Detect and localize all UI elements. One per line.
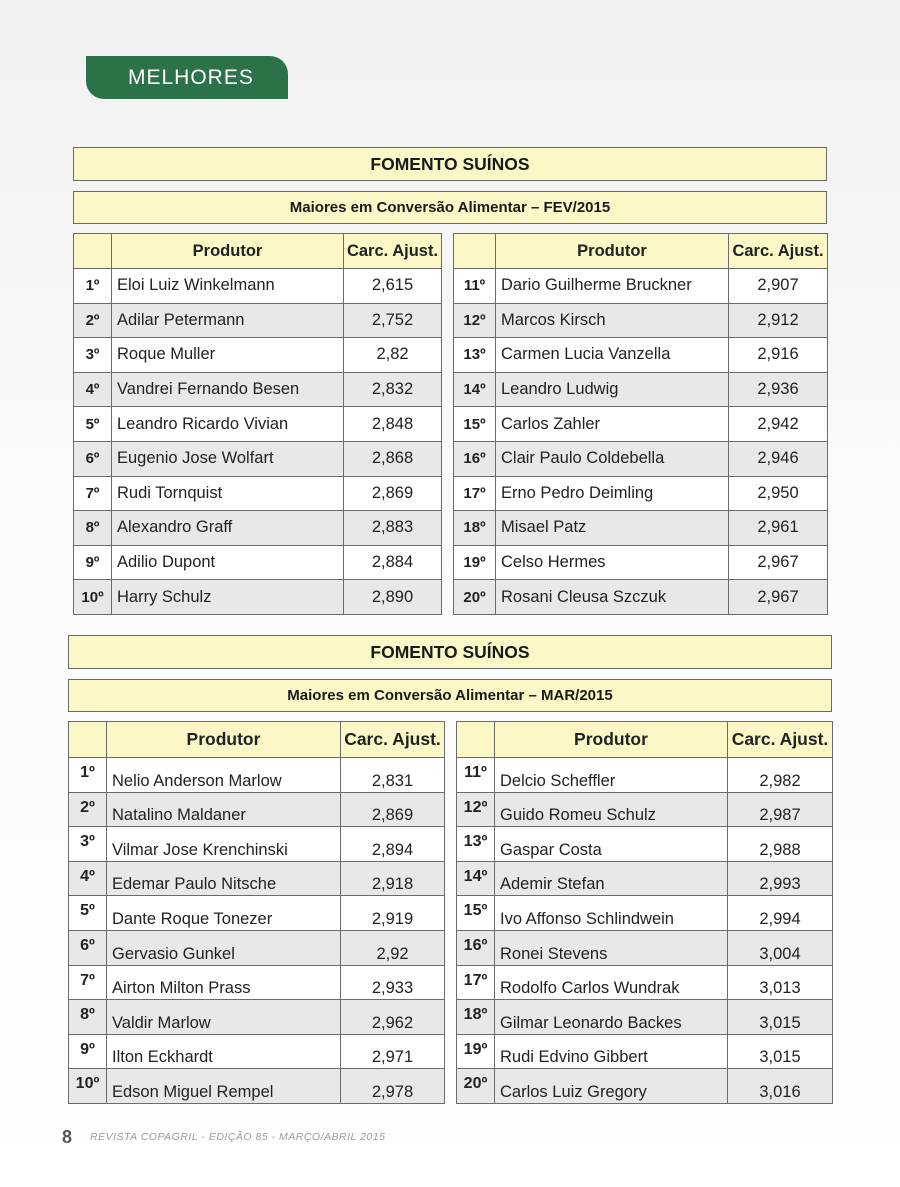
table-row	[69, 758, 445, 793]
rank-position: 18º	[454, 511, 496, 546]
rank-position: 12º	[454, 303, 496, 338]
table-row	[454, 580, 828, 615]
rank-position: 11º	[457, 758, 495, 793]
rank-position: 19º	[457, 1034, 495, 1069]
rank-position: 7º	[74, 476, 112, 511]
rank-position: 7º	[69, 965, 107, 1000]
produtor-header: Produtor	[496, 234, 729, 269]
rank-position: 9º	[69, 1034, 107, 1069]
rank-position: 2º	[69, 792, 107, 827]
carc-value: 2,950	[729, 476, 828, 511]
rank-position: 20º	[454, 580, 496, 615]
rank-position: 5º	[69, 896, 107, 931]
carc-value: 2,978	[341, 1069, 445, 1104]
carc-value: 3,015	[728, 1000, 833, 1035]
table-row	[69, 827, 445, 862]
rank-position: 17º	[457, 965, 495, 1000]
producer-name: Ronei Stevens	[495, 930, 728, 965]
carc-value: 3,015	[728, 1034, 833, 1069]
table-row	[454, 545, 828, 580]
carc-value: 2,883	[344, 511, 442, 546]
producer-name: Carlos Zahler	[496, 407, 729, 442]
carc-value: 2,894	[341, 827, 445, 862]
block1-title-banner	[73, 147, 827, 181]
rank-position: 15º	[457, 896, 495, 931]
rank-position: 3º	[69, 827, 107, 862]
carc-value: 2,987	[728, 792, 833, 827]
rank-position: 9º	[74, 545, 112, 580]
carc-value: 2,988	[728, 827, 833, 862]
rank-position: 13º	[454, 338, 496, 373]
table-row	[457, 1069, 833, 1104]
table-row	[69, 792, 445, 827]
carc-value: 2,869	[344, 476, 442, 511]
rank-position: 16º	[457, 930, 495, 965]
producer-name: Eloi Luiz Winkelmann	[112, 269, 344, 304]
producer-name: Adilar Petermann	[112, 303, 344, 338]
carc-value: 2,890	[344, 580, 442, 615]
block1-table-left	[73, 233, 442, 615]
producer-name: Edemar Paulo Nitsche	[107, 861, 341, 896]
position-header	[457, 722, 495, 758]
producer-name: Guido Romeu Schulz	[495, 792, 728, 827]
produtor-header: Produtor	[495, 722, 728, 758]
produtor-header: Produtor	[112, 234, 344, 269]
block1-subtitle: Maiores em Conversão Alimentar – FEV/2015	[289, 199, 611, 216]
table-row	[454, 338, 828, 373]
block2-subtitle: Maiores em Conversão Alimentar – MAR/2015	[287, 687, 613, 704]
carc-header: Carc. Ajust.	[344, 234, 442, 269]
producer-name: Erno Pedro Deimling	[496, 476, 729, 511]
producer-name: Ilton Eckhardt	[107, 1034, 341, 1069]
table-row	[454, 476, 828, 511]
producer-name: Adilio Dupont	[112, 545, 344, 580]
carc-value: 2,848	[344, 407, 442, 442]
rank-position: 18º	[457, 1000, 495, 1035]
rank-position: 8º	[74, 511, 112, 546]
block1-subtitle-banner	[73, 191, 827, 224]
table-row	[69, 1069, 445, 1104]
producer-name: Rosani Cleusa Szczuk	[496, 580, 729, 615]
carc-value: 3,013	[728, 965, 833, 1000]
producer-name: Rudi Edvino Gibbert	[495, 1034, 728, 1069]
producer-name: Dante Roque Tonezer	[107, 896, 341, 931]
rank-position: 8º	[69, 1000, 107, 1035]
producer-name: Natalino Maldaner	[107, 792, 341, 827]
carc-value: 2,884	[344, 545, 442, 580]
carc-value: 2,982	[728, 758, 833, 793]
position-header	[69, 722, 107, 758]
rank-position: 1º	[69, 758, 107, 793]
producer-name: Airton Milton Prass	[107, 965, 341, 1000]
producer-name: Gaspar Costa	[495, 827, 728, 862]
table-row	[457, 965, 833, 1000]
block1-title: FOMENTO SUÍNOS	[370, 153, 530, 174]
carc-value: 2,946	[729, 441, 828, 476]
block2-subtitle-banner	[68, 679, 832, 712]
carc-value: 2,967	[729, 545, 828, 580]
position-header	[74, 234, 112, 269]
table-row	[457, 1000, 833, 1035]
table-row	[74, 441, 442, 476]
block2-title: FOMENTO SUÍNOS	[370, 641, 530, 662]
table-row	[454, 407, 828, 442]
section-tab	[86, 56, 288, 99]
rank-position: 14º	[454, 372, 496, 407]
rank-position: 19º	[454, 545, 496, 580]
rank-position: 15º	[454, 407, 496, 442]
table-row	[454, 372, 828, 407]
producer-name: Rudi Tornquist	[112, 476, 344, 511]
edition-label: REVISTA COPAGRIL - EDIÇÃO 85 - MARÇO/ABRIL 2015	[90, 1131, 386, 1143]
carc-value: 2,962	[341, 1000, 445, 1035]
table-row	[69, 1000, 445, 1035]
rank-position: 10º	[74, 580, 112, 615]
producer-name: Celso Hermes	[496, 545, 729, 580]
rank-position: 12º	[457, 792, 495, 827]
table-row	[74, 407, 442, 442]
table-row	[74, 476, 442, 511]
carc-value: 2,918	[341, 861, 445, 896]
table-row	[74, 338, 442, 373]
producer-name: Clair Paulo Coldebella	[496, 441, 729, 476]
producer-name: Ivo Affonso Schlindwein	[495, 896, 728, 931]
table-row	[457, 758, 833, 793]
block1-table-right	[453, 233, 828, 615]
rank-position: 6º	[74, 441, 112, 476]
carc-value: 2,615	[344, 269, 442, 304]
carc-header: Carc. Ajust.	[729, 234, 828, 269]
table-row	[457, 861, 833, 896]
carc-value: 2,933	[341, 965, 445, 1000]
rank-position: 2º	[74, 303, 112, 338]
table-row	[74, 372, 442, 407]
table-row	[457, 1034, 833, 1069]
carc-value: 2,936	[729, 372, 828, 407]
table-row	[457, 792, 833, 827]
producer-name: Gervasio Gunkel	[107, 930, 341, 965]
carc-value: 2,752	[344, 303, 442, 338]
carc-value: 2,993	[728, 861, 833, 896]
carc-value: 2,92	[341, 930, 445, 965]
table-row	[454, 303, 828, 338]
carc-value: 2,907	[729, 269, 828, 304]
produtor-header: Produtor	[107, 722, 341, 758]
rank-position: 1º	[74, 269, 112, 304]
table-row	[69, 896, 445, 931]
block2-table-right	[456, 721, 833, 1104]
table-row	[69, 965, 445, 1000]
table-row	[74, 511, 442, 546]
producer-name: Rodolfo Carlos Wundrak	[495, 965, 728, 1000]
table-row	[69, 930, 445, 965]
carc-value: 2,916	[729, 338, 828, 373]
producer-name: Valdir Marlow	[107, 1000, 341, 1035]
carc-header: Carc. Ajust.	[728, 722, 833, 758]
table-row	[74, 269, 442, 304]
rank-position: 4º	[69, 861, 107, 896]
carc-value: 2,961	[729, 511, 828, 546]
page-number: 8	[62, 1126, 73, 1147]
producer-name: Leandro Ludwig	[496, 372, 729, 407]
carc-value: 3,016	[728, 1069, 833, 1104]
section-tab-label: MELHORES	[128, 65, 254, 89]
producer-name: Eugenio Jose Wolfart	[112, 441, 344, 476]
producer-name: Vandrei Fernando Besen	[112, 372, 344, 407]
producer-name: Misael Patz	[496, 511, 729, 546]
table-row	[69, 1034, 445, 1069]
table-row	[74, 303, 442, 338]
table-row	[457, 930, 833, 965]
block2-table-left	[68, 721, 445, 1104]
table-row	[457, 827, 833, 862]
carc-value: 2,994	[728, 896, 833, 931]
rank-position: 13º	[457, 827, 495, 862]
table-row	[69, 861, 445, 896]
position-header	[454, 234, 496, 269]
rank-position: 3º	[74, 338, 112, 373]
producer-name: Vilmar Jose Krenchinski	[107, 827, 341, 862]
producer-name: Leandro Ricardo Vivian	[112, 407, 344, 442]
producer-name: Carlos Luiz Gregory	[495, 1069, 728, 1104]
carc-value: 2,869	[341, 792, 445, 827]
producer-name: Alexandro Graff	[112, 511, 344, 546]
rank-position: 4º	[74, 372, 112, 407]
carc-header: Carc. Ajust.	[341, 722, 445, 758]
producer-name: Nelio Anderson Marlow	[107, 758, 341, 793]
carc-value: 3,004	[728, 930, 833, 965]
rank-position: 14º	[457, 861, 495, 896]
carc-value: 2,971	[341, 1034, 445, 1069]
carc-value: 2,942	[729, 407, 828, 442]
carc-value: 2,868	[344, 441, 442, 476]
table-row	[457, 896, 833, 931]
producer-name: Delcio Scheffler	[495, 758, 728, 793]
producer-name: Dario Guilherme Bruckner	[496, 269, 729, 304]
producer-name: Harry Schulz	[112, 580, 344, 615]
producer-name: Gilmar Leonardo Backes	[495, 1000, 728, 1035]
rank-position: 20º	[457, 1069, 495, 1104]
rank-position: 6º	[69, 930, 107, 965]
producer-name: Edson Miguel Rempel	[107, 1069, 341, 1104]
table-row	[454, 511, 828, 546]
producer-name: Ademir Stefan	[495, 861, 728, 896]
table-row	[74, 545, 442, 580]
producer-name: Roque Muller	[112, 338, 344, 373]
rank-position: 17º	[454, 476, 496, 511]
producer-name: Marcos Kirsch	[496, 303, 729, 338]
carc-value: 2,912	[729, 303, 828, 338]
carc-value: 2,967	[729, 580, 828, 615]
producer-name: Carmen Lucia Vanzella	[496, 338, 729, 373]
table-row	[74, 580, 442, 615]
table-row	[454, 269, 828, 304]
rank-position: 11º	[454, 269, 496, 304]
block2-title-banner	[68, 635, 832, 669]
carc-value: 2,832	[344, 372, 442, 407]
rank-position: 10º	[69, 1069, 107, 1104]
rank-position: 5º	[74, 407, 112, 442]
page-footer	[62, 1126, 385, 1148]
carc-value: 2,919	[341, 896, 445, 931]
carc-value: 2,831	[341, 758, 445, 793]
carc-value: 2,82	[344, 338, 442, 373]
rank-position: 16º	[454, 441, 496, 476]
table-row	[454, 441, 828, 476]
